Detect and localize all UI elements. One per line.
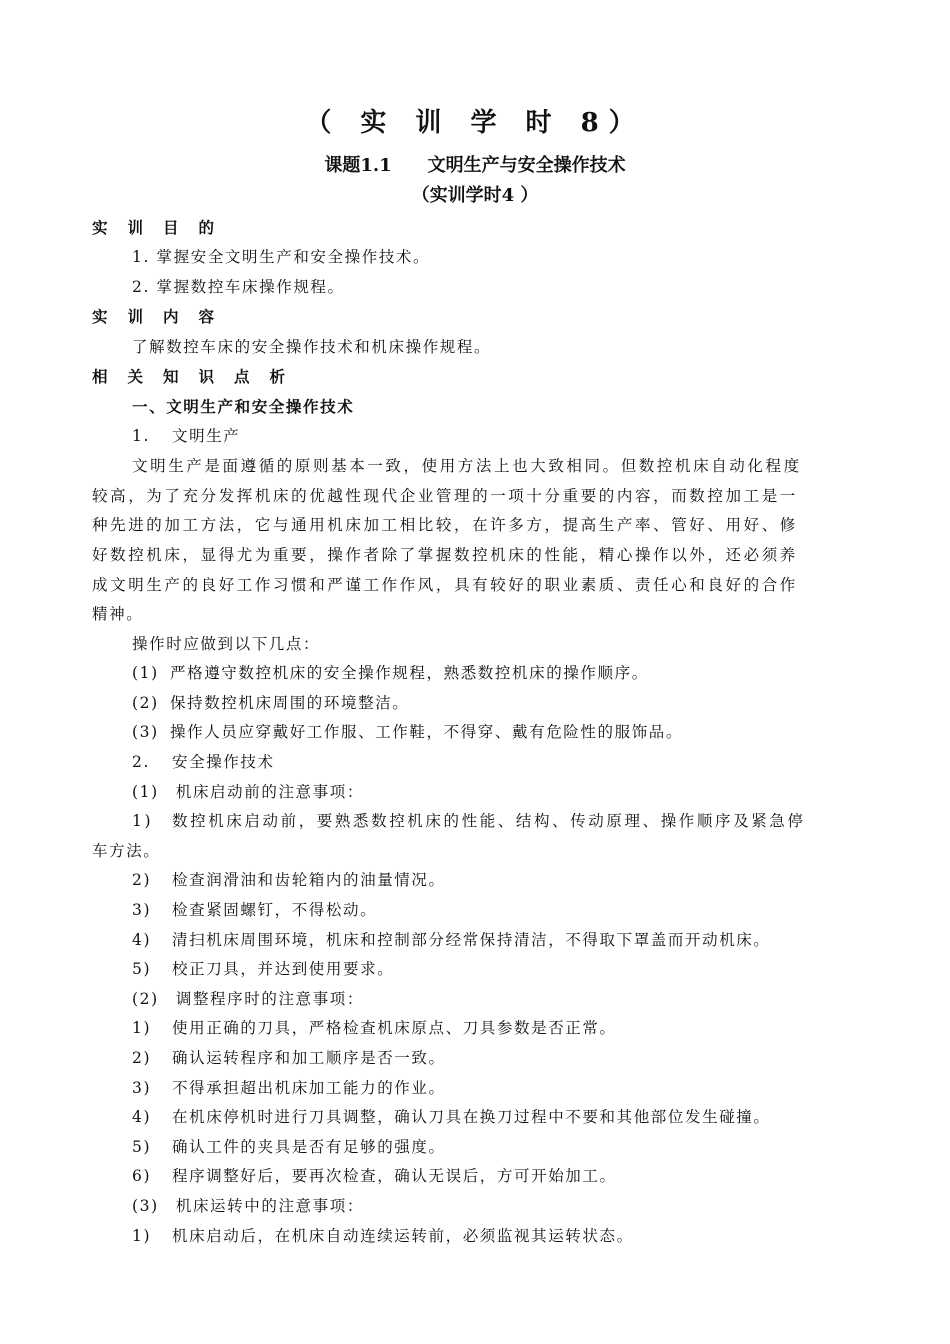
civil-label: 文明生产 [172, 427, 241, 445]
point-number: (3) [132, 723, 159, 741]
item-text: 程序调整好后，要再次检查，确认无误后，方可开始加工。 [172, 1167, 617, 1185]
safety-item [132, 899, 902, 921]
safety-group-2-heading: (2) 调整程序时的注意事项： [132, 990, 364, 1008]
item-number: 5) [132, 960, 152, 978]
item-text: 机床启动后，在机床自动连续运转前，必须监视其运转状态。 [172, 1227, 634, 1245]
safety-item [132, 1077, 902, 1099]
item-number: 1) [132, 1227, 152, 1245]
civil-paragraph-line: 好数控机床，显得尤为重要，操作者除了掌握数控机床的性能，精心操作以外，还必须养 [92, 546, 798, 564]
safety-item [132, 1017, 902, 1039]
civil-paragraph-line: 精神。 [92, 605, 144, 623]
civil-paragraph-line: 成文明生产的良好工作习惯和严谨工作作风，具有较好的职业素质、责任心和良好的合作 [92, 576, 798, 594]
point-number: (2) [132, 694, 159, 712]
item-number: 1) [132, 812, 154, 830]
item-number: 2) [132, 871, 152, 889]
item-number: 1) [132, 1019, 152, 1037]
safety-heading [132, 751, 902, 773]
civil-point [132, 662, 902, 684]
item-number: 4) [132, 1108, 152, 1126]
item-number: 2) [132, 1049, 152, 1067]
item-text: 不得承担超出机床加工能力的作业。 [172, 1079, 446, 1097]
safety-group-1-heading: (1) 机床启动前的注意事项： [132, 783, 364, 801]
item-number: 3) [132, 901, 152, 919]
safety-item [132, 1165, 902, 1187]
item-text: 校正刀具，并达到使用要求。 [172, 960, 395, 978]
part1-heading: 一、文明生产和安全操作技术 [132, 397, 355, 416]
safety-item [132, 1136, 902, 1158]
civil-paragraph-line: 文明生产是面遵循的原则基本一致，使用方法上也大致相同。但数控机床自动化程度 [132, 457, 802, 475]
goal-item-1: 1. 掌握安全文明生产和安全操作技术。 [132, 248, 431, 266]
safety-item [132, 810, 902, 832]
safety-number: 2. [132, 753, 150, 771]
item-text: 检查润滑油和齿轮箱内的油量情况。 [172, 871, 446, 889]
section-heading-goal: 实训目的 [92, 218, 235, 237]
civil-number: 1. [132, 427, 150, 445]
safety-item-continuation: 车方法。 [92, 842, 161, 860]
item-text: 在机床停机时进行刀具调整，确认刀具在换刀过程中不要和其他部位发生碰撞。 [172, 1108, 771, 1126]
item-number: 4) [132, 931, 152, 949]
safety-item [132, 1047, 902, 1069]
safety-item [132, 1106, 902, 1128]
civil-point [132, 692, 902, 714]
safety-group-3-heading: (3) 机床运转中的注意事项： [132, 1197, 364, 1215]
civil-intro: 操作时应做到以下几点： [132, 635, 321, 653]
item-number: 6) [132, 1167, 152, 1185]
civil-heading [132, 425, 902, 447]
point-text: 操作人员应穿戴好工作服、工作鞋，不得穿、戴有危险性的服饰品。 [170, 723, 684, 741]
point-number: (1) [132, 664, 159, 682]
safety-item [132, 869, 902, 891]
page-title: （ 实 训 学 时 8） [305, 108, 645, 138]
safety-item [132, 1225, 902, 1247]
civil-paragraph-line: 种先进的加工方法，它与通用机床加工相比较，在许多方，提高生产率、管好、用好、修 [92, 516, 798, 534]
item-text: 数控机床启动前，要熟悉数控机床的性能、结构、传动原理、操作顺序及紧急停 [172, 812, 806, 830]
safety-item [132, 929, 902, 951]
section-heading-content: 实训内容 [92, 307, 235, 326]
lesson-hours: （实训学时4 ） [411, 185, 539, 206]
item-text: 确认运转程序和加工顺序是否一致。 [172, 1049, 446, 1067]
safety-label: 安全操作技术 [172, 753, 275, 771]
lesson-subtitle: 课题1.1 文明生产与安全操作技术 [324, 155, 626, 176]
item-text: 确认工件的夹具是否有足够的强度。 [172, 1138, 446, 1156]
civil-point [132, 721, 902, 743]
point-text: 严格遵守数控机床的安全操作规程，熟悉数控机床的操作顺序。 [170, 664, 649, 682]
civil-paragraph-line: 较高，为了充分发挥机床的优越性现代企业管理的一项十分重要的内容，而数控加工是一 [92, 487, 798, 505]
safety-item [132, 958, 902, 980]
item-text: 检查紧固螺钉，不得松动。 [172, 901, 378, 919]
item-number: 3) [132, 1079, 152, 1097]
item-text: 清扫机床周围环境，机床和控制部分经常保持清洁，不得取下罩盖而开动机床。 [172, 931, 771, 949]
point-text: 保持数控机床周围的环境整洁。 [170, 694, 410, 712]
item-number: 5) [132, 1138, 152, 1156]
goal-item-2: 2. 掌握数控车床操作规程。 [132, 278, 345, 296]
section-heading-knowledge: 相关知识点析 [92, 367, 306, 386]
item-text: 使用正确的刀具，严格检查机床原点、刀具参数是否正常。 [172, 1019, 617, 1037]
content-text: 了解数控车床的安全操作技术和机床操作规程。 [132, 338, 492, 356]
